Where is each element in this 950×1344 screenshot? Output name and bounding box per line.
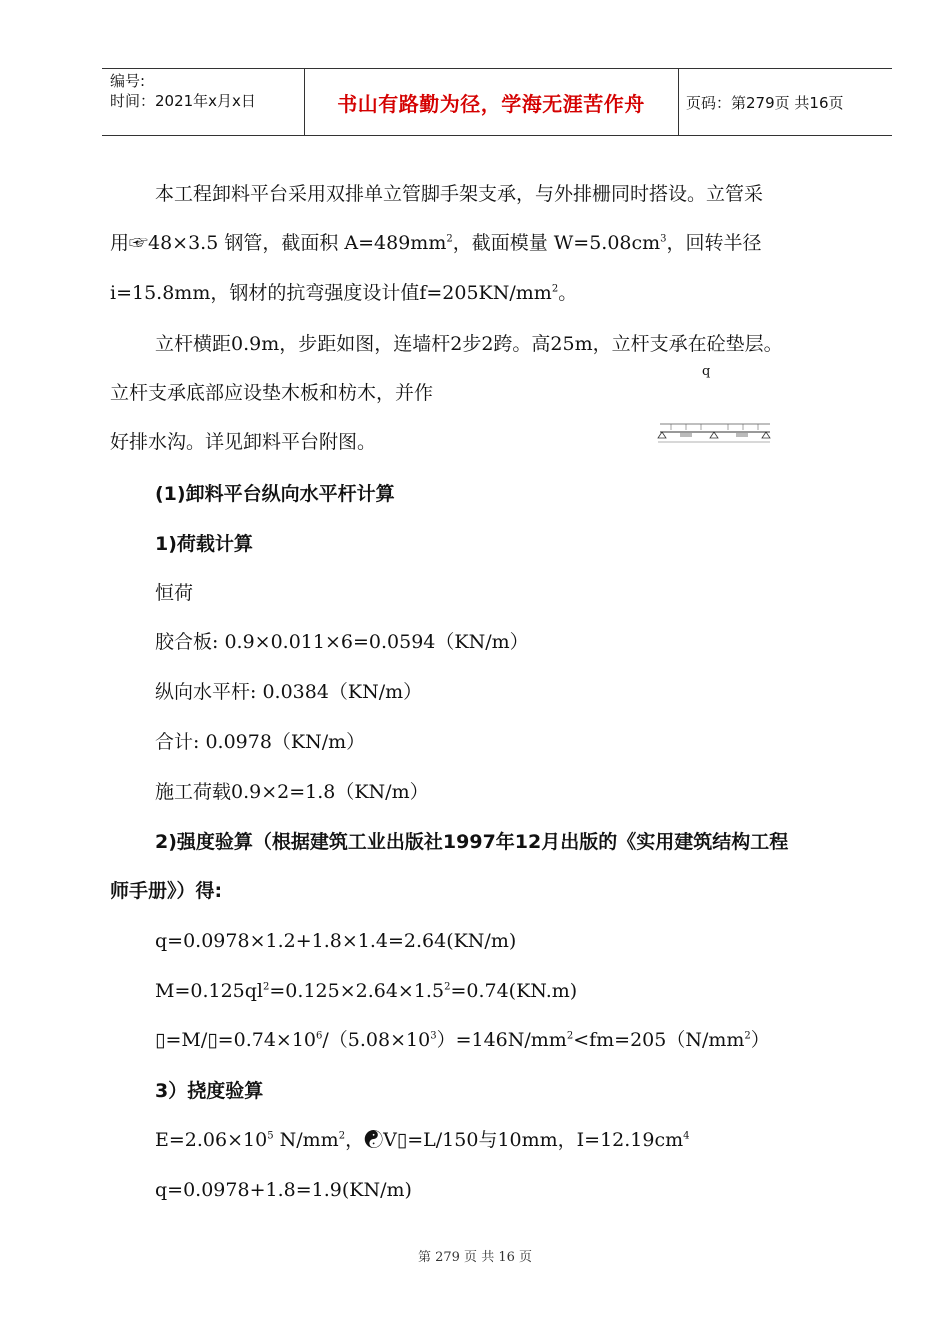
total-load: 合计: 0.0978（KN/m）: [155, 731, 366, 753]
section-heading-deflection: 3）挠度验算: [155, 1080, 264, 1102]
page-footer: 第 279 页 共 16 页: [417, 1250, 533, 1265]
paragraph-1-line-3: i=15.8mm，钢材的抗弯强度设计值$f=205KN/mm^2$。: [110, 282, 578, 304]
section-heading-load-calc: 1)荷载计算: [155, 533, 253, 555]
paragraph-2-line-3: 好排水沟。详见卸料平台附图。: [110, 431, 377, 453]
section-heading-strength: 2)强度验算（根据建筑工业出版社1997年12月出版的《实用建筑结构工程: [155, 831, 789, 853]
moment-equation: $M=0.125ql^2=0.125\times 2.64\times 1.5^2=0.74(KN.m)$: [155, 980, 578, 1002]
q2-equation: q=0.0978+1.8=1.9(KN/m): [155, 1179, 412, 1201]
header-meta: [110, 71, 256, 111]
header-motto: 书山有路勤为径，学海无涯苦作舟: [337, 91, 645, 116]
section-heading-1: (1)卸料平台纵向水平杆计算: [155, 483, 395, 505]
section-heading-strength-line-2: 师手册》）得:: [110, 880, 223, 902]
paragraph-1-line-2: 用☞48×3.5 钢管，截面积 $A=489mm^2$，截面模量 $W=5.08cm^3$，回转半径: [110, 232, 762, 254]
page-header: [102, 68, 892, 136]
dead-load-label: 恒荷: [155, 582, 194, 604]
construction-load: 施工荷载0.9×2=1.8（KN/m）: [155, 781, 429, 803]
time-label: 时间：2021年x月x日: [110, 92, 256, 110]
number-label: 编号:: [110, 72, 146, 90]
paragraph-2-line-2: 立杆支承底部应设垫木板和枋木，并作: [110, 382, 434, 404]
paragraph-2-line-1: 立杆横距0.9m，步距如图，连墙杆2步2跨。高25m，立杆支承在砼垫层。: [155, 333, 783, 355]
beam-diagram-load-label: q: [702, 364, 711, 379]
paragraph-1-line-1: 本工程卸料平台采用双排单立管脚手架支承，与外排栅同时搭设。立管采: [155, 183, 764, 205]
header-page-code: 页码：第279页 共16页: [686, 93, 844, 112]
beam-load-diagram: [656, 418, 776, 446]
modulus-equation: $E=2.06\times 10^5$ $N/mm^2$，☯V▯=L/150与10mm，$I=12.19cm^4$: [155, 1129, 690, 1151]
long-bar-load: 纵向水平杆: 0.0384（KN/m）: [155, 681, 423, 703]
plywood-load: 胶合板: 0.9×0.011×6=0.0594（KN/m）: [155, 631, 529, 653]
header-divider-2: [678, 69, 679, 135]
q-equation: q=0.0978×1.2+1.8×1.4=2.64(KN/m): [155, 930, 517, 952]
stress-equation: $▯=M/▯=0.74\times 10^6/(5.08\times 10^3)=146N/mm^2<fm=205(N/mm^2)$: [155, 1029, 770, 1051]
